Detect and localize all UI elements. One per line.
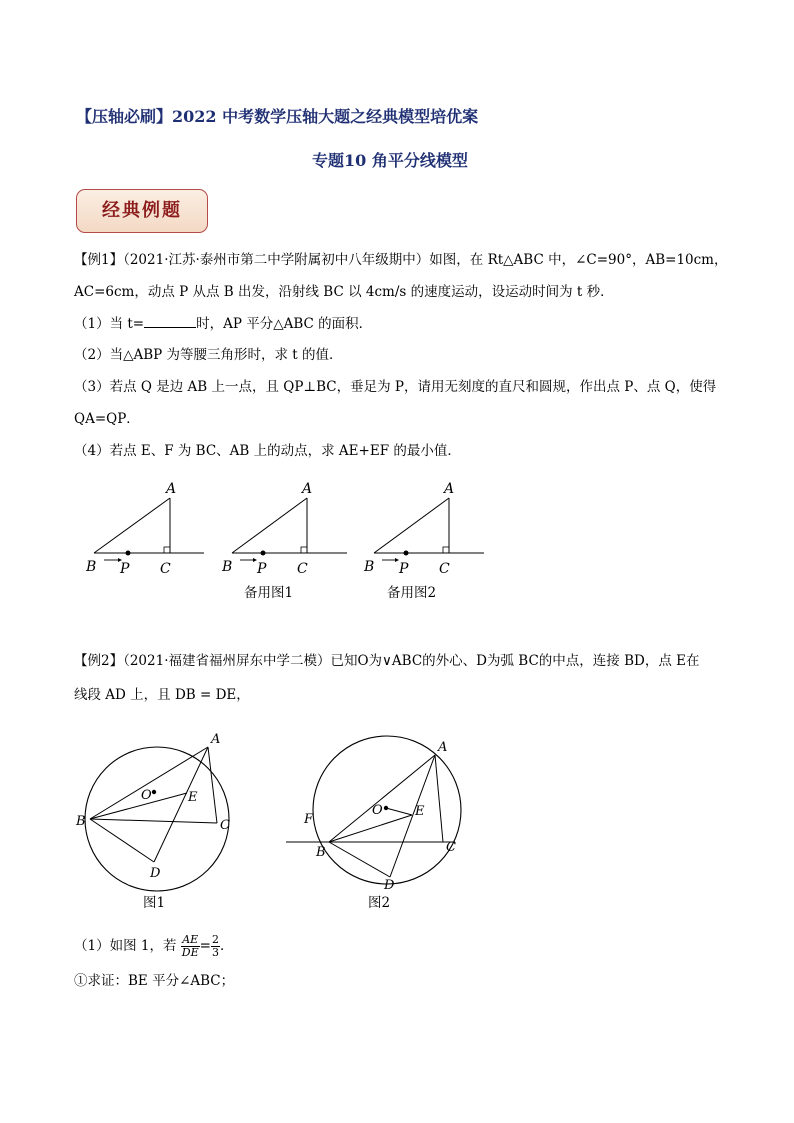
q1-prefix: （1）当 t=	[74, 316, 145, 332]
label-A: A	[166, 481, 177, 497]
fraction-denominator: DE	[181, 946, 199, 959]
circle-figure-1	[75, 732, 230, 911]
caption-fig2: 图2	[368, 895, 391, 911]
topic-subtitle: 专题10 角平分线模型	[312, 151, 468, 170]
example1-intro-line1: 【例1】（2021·江苏·泰州市第二中学附属初中八年级期中）如图，在 Rt△ABC 中，∠C=90°，AB=10cm，	[74, 252, 728, 268]
example1-question1	[74, 315, 372, 333]
fraction2-denominator: 3	[211, 946, 219, 959]
label-B: B	[364, 559, 375, 575]
example1-question3-line1: （3）若点 Q 是边 AB 上一点，且 QP⊥BC，垂足为 P，请用无刻度的直尺和圆规，作出点 P、点 Q，使得	[74, 379, 717, 395]
fraction2-numerator: 2	[211, 933, 219, 946]
section-badge-label: 经典例题	[102, 200, 182, 221]
triangle-figure-spare1	[221, 481, 347, 601]
example2-intro-line2: 线段 AD 上，且 DB = DE，	[74, 687, 250, 703]
label-A: A	[302, 481, 313, 497]
label-B: B	[86, 559, 97, 575]
fig2-label-O: O	[372, 803, 383, 818]
fig1-label-B: B	[76, 814, 86, 829]
e2-q1-suffix: ．	[219, 938, 234, 954]
answer-blank	[144, 315, 196, 328]
fig2-label-F: F	[304, 812, 314, 827]
caption-spare2: 备用图2	[387, 585, 437, 601]
label-C: C	[160, 561, 171, 577]
example2-question1: （1）如图 1，若 $\frac{AE}{DE}$ = $\frac{2}{3}$ ．	[74, 933, 234, 959]
label-P: P	[257, 561, 267, 577]
fig2-label-D: D	[384, 878, 395, 893]
example1-intro-line2: AC=6cm，动点 P 从点 B 出发，沿射线 BC 以 4cm/s 的速度运动，设运动时间为 t 秒．	[74, 284, 614, 300]
label-A: A	[444, 481, 455, 497]
fraction-ae-de	[181, 934, 200, 959]
fig2-label-B: B	[316, 845, 326, 860]
section-badge	[76, 189, 208, 233]
fraction-two-thirds	[211, 934, 220, 959]
example1-question3-line2: QA=QP．	[74, 411, 140, 427]
label-B: B	[222, 559, 233, 575]
fig1-label-O: O	[141, 788, 152, 803]
example2-intro-line1: 【例2】（2021·福建省福州屏东中学二模）已知O为∨ABC的外心、D为弧 BC的中点，连接 BD，点 E在	[74, 653, 700, 669]
example1-question2: （2）当△ABP 为等腰三角形时，求 t 的值．	[74, 347, 343, 363]
q1-suffix: 时，AP 平分△ABC 的面积．	[196, 316, 373, 332]
caption-fig1: 图1	[143, 895, 166, 911]
example2-subquestion1: ①求证：BE 平分∠ABC；	[74, 973, 235, 989]
fig2-label-A: A	[438, 740, 448, 755]
fig2-label-E: E	[415, 804, 425, 819]
fig1-label-D: D	[150, 866, 161, 881]
label-C: C	[297, 561, 308, 577]
triangle-figure-spare2	[363, 481, 484, 601]
example1-figures	[0, 470, 794, 610]
example2-figures	[0, 715, 794, 915]
e2-q1-prefix: （1）如图 1，若	[74, 938, 177, 954]
fig2-label-C: C	[446, 840, 456, 855]
fig1-label-E: E	[188, 790, 198, 805]
circle-figure-2	[286, 736, 461, 911]
label-P: P	[399, 561, 409, 577]
fig1-label-C: C	[220, 818, 230, 833]
label-C: C	[439, 561, 450, 577]
fraction-numerator: AE	[182, 933, 199, 946]
document-title: 【压轴必刷】2022 中考数学压轴大题之经典模型培优案	[76, 107, 479, 126]
label-P: P	[120, 561, 130, 577]
triangle-figure-main	[85, 481, 204, 577]
caption-spare1: 备用图1	[244, 585, 294, 601]
fig1-label-A: A	[211, 732, 221, 747]
example1-question4: （4）若点 E、F 为 BC、AB 上的动点，求 AE+EF 的最小值．	[74, 443, 461, 459]
